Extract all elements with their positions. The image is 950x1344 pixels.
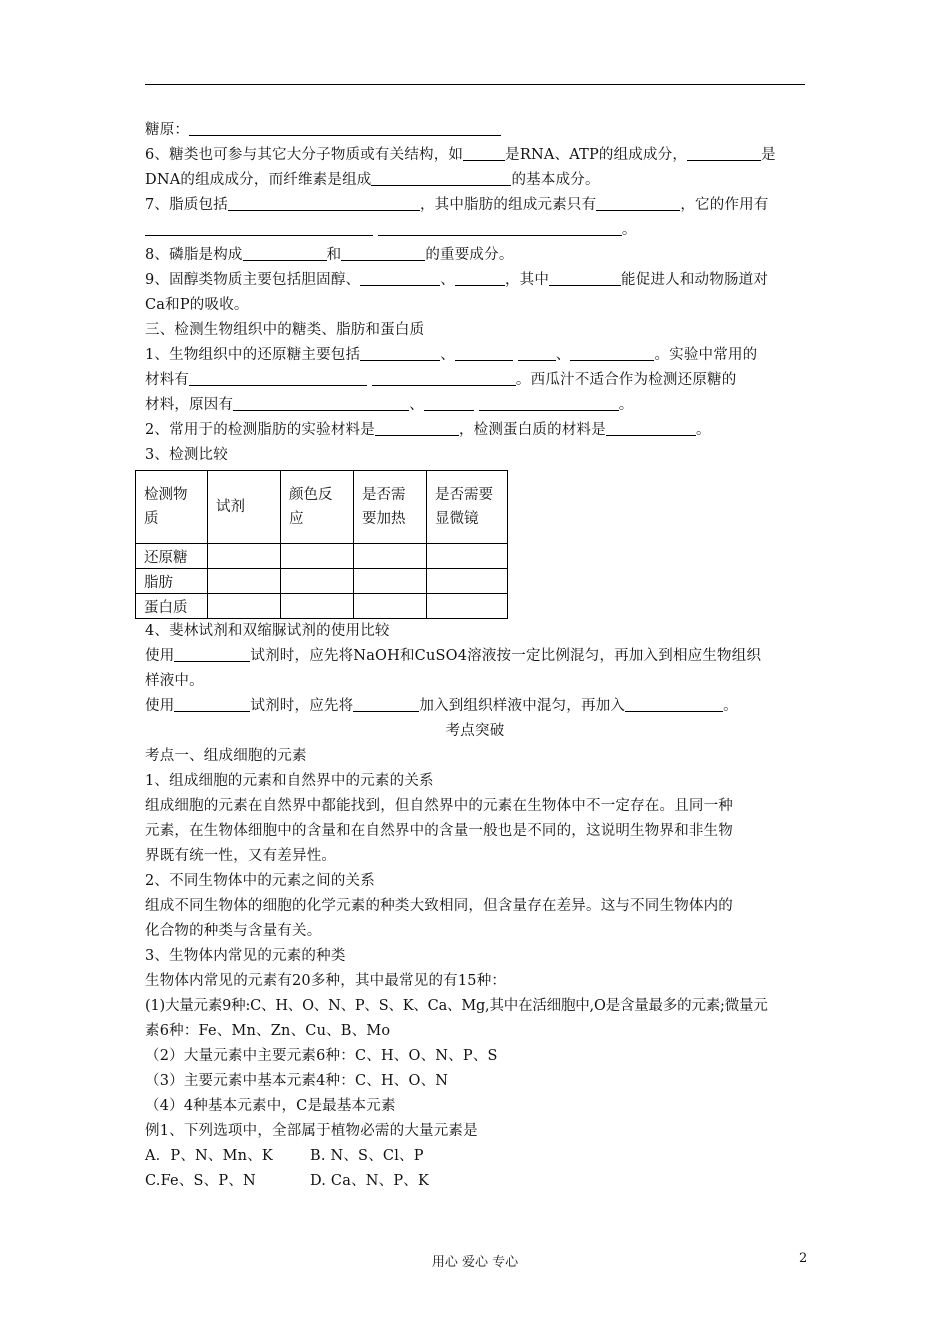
line-biuret: 使用 试剂时，应先将 加入到组织样液中混匀，再加入 。 (145, 698, 738, 714)
line-3-4: 4、斐林试剂和双缩脲试剂的使用比较 (145, 623, 390, 639)
page-footer: 用心 爱心 专心 (431, 1255, 519, 1270)
text-line: 2、不同生物体中的元素之间的关系 (145, 873, 375, 889)
comparison-table (135, 470, 508, 619)
answer-blank[interactable] (372, 371, 516, 386)
option-b[interactable]: B. N、S、Cl、P (310, 1148, 424, 1164)
table-row (136, 569, 508, 594)
answer-blank[interactable] (479, 396, 619, 411)
answer-blank[interactable] (518, 346, 556, 361)
answer-blank[interactable] (233, 396, 409, 411)
answer-blank[interactable] (174, 647, 250, 662)
line-3-1c: 材料，原因有 、 。 (145, 397, 634, 413)
text-line: （3）主要元素中基本元素4种：C、H、O、N (145, 1073, 449, 1089)
text-line: 3、生物体内常见的元素的种类 (145, 948, 346, 964)
line-7: 7、脂质包括 ，其中脂肪的组成元素只有 ，它的作用有 (145, 197, 769, 213)
line-6: 6、糖类也可参与其它大分子物质或有关结构，如 是RNA、ATP的组成成分， 是 (145, 147, 776, 163)
text-line: 组成细胞的元素在自然界中都能找到，但自然界中的元素在生物体中不一定存在。且同一种 (145, 798, 733, 814)
text-line: （2）大量元素中主要元素6种：C、H、O、N、P、S (145, 1048, 498, 1064)
answer-blank[interactable] (174, 697, 250, 712)
text-line: 1、组成细胞的元素和自然界中的元素的关系 (145, 773, 434, 789)
table-cell[interactable] (208, 594, 281, 619)
option-c[interactable]: C.Fe、S、P、N (145, 1173, 256, 1189)
answer-blank[interactable] (606, 421, 696, 436)
table-row-label: 蛋白质 (136, 594, 208, 619)
text-line: 元素，在生物体细胞中的含量和在自然界中的含量一般也是不同的，这说明生物界和非生物 (145, 823, 733, 839)
section-3-heading: 三、检测生物组织中的糖类、脂肪和蛋白质 (145, 322, 425, 338)
answer-blank[interactable] (189, 371, 367, 386)
table-header-row (136, 471, 508, 544)
answer-blank[interactable] (189, 121, 501, 136)
answer-blank[interactable] (228, 196, 420, 211)
text-line: 组成不同生物体的细胞的化学元素的种类大致相同，但含量存在差异。这与不同生物体内的 (145, 898, 733, 914)
line-6b: DNA的组成成分，而纤维素是组成 的基本成分。 (145, 172, 600, 188)
answer-blank[interactable] (145, 221, 373, 236)
answer-blank[interactable] (455, 271, 505, 286)
table-cell[interactable] (208, 569, 281, 594)
text-line: 考点一、组成细胞的元素 (145, 748, 307, 764)
line-7b: 。 (145, 218, 805, 243)
table-cell[interactable] (208, 544, 281, 569)
line-3-1b: 材料有 。西瓜汁不适合作为检测还原糖的 (145, 372, 737, 388)
line-fehling-b: 样液中。 (145, 673, 204, 689)
answer-blank[interactable] (353, 697, 419, 712)
option-d[interactable]: D. Ca、N、P、K (310, 1173, 430, 1189)
table-cell[interactable] (427, 544, 508, 569)
table-row-label: 脂肪 (136, 569, 208, 594)
table-row (136, 594, 508, 619)
answer-blank[interactable] (341, 246, 425, 261)
line-glycogen: 糖原： (145, 118, 805, 143)
table-cell[interactable] (354, 569, 427, 594)
answer-blank[interactable] (375, 421, 459, 436)
line-9b: Ca和P的吸收。 (145, 297, 249, 313)
answer-blank[interactable] (243, 246, 327, 261)
option-a[interactable]: A．P、N、Mn、K (145, 1148, 273, 1164)
answer-blank[interactable] (424, 396, 474, 411)
table-header-cell: 颜色反应 (281, 471, 354, 544)
table-cell[interactable] (281, 569, 354, 594)
line-3-3: 3、检测比较 (145, 447, 228, 463)
page-number: 2 (799, 1251, 808, 1266)
answer-blank[interactable] (625, 697, 723, 712)
text-line: 素6种：Fe、Mn、Zn、Cu、B、Mo (145, 1023, 391, 1039)
answer-blank[interactable] (570, 346, 654, 361)
answer-blank[interactable] (360, 346, 440, 361)
table-row (136, 544, 508, 569)
table-cell[interactable] (427, 569, 508, 594)
table-header-cell: 是否需要加热 (354, 471, 427, 544)
answer-blank[interactable] (455, 346, 513, 361)
table-header-cell: 试剂 (208, 471, 281, 544)
table-cell[interactable] (427, 594, 508, 619)
option-row (145, 1169, 805, 1194)
line-3-1: 1、生物组织中的还原糖主要包括 、 、 。实验中常用的 (145, 347, 758, 363)
section-title: 考点突破 (445, 723, 505, 739)
table-cell[interactable] (281, 594, 354, 619)
answer-blank[interactable] (371, 171, 511, 186)
option-row (145, 1144, 805, 1169)
line-3-2: 2、常用于的检测脂肪的实验材料是 ，检测蛋白质的材料是 。 (145, 422, 711, 438)
header-rule (145, 84, 805, 85)
answer-blank[interactable] (360, 271, 440, 286)
answer-blank[interactable] (463, 146, 505, 161)
table-header-cell: 是否需要显微镜 (427, 471, 508, 544)
text-line: 生物体内常见的元素有20多种，其中最常见的有15种： (145, 973, 507, 989)
table-row-label: 还原糖 (136, 544, 208, 569)
line-9: 9、固醇类物质主要包括胆固醇、 、 ，其中 能促进人和动物肠道对 (145, 272, 769, 288)
text-line: 化合物的种类与含量有关。 (145, 923, 322, 939)
text-line: （4）4种基本元素中，C是最基本元素 (145, 1098, 396, 1114)
answer-blank[interactable] (596, 196, 680, 211)
table-cell[interactable] (281, 544, 354, 569)
page-content (145, 118, 805, 1194)
line-fehling: 使用 试剂时，应先将NaOH和CuSO4溶液按一定比例混匀，再加入到相应生物组织 (145, 648, 762, 664)
answer-blank[interactable] (378, 221, 622, 236)
text-line: 界既有统一性，又有差异性。 (145, 848, 337, 864)
text-line: 例1、下列选项中，全部属于植物必需的大量元素是 (145, 1123, 478, 1139)
table-header-cell: 检测物质 (136, 471, 208, 544)
answer-blank[interactable] (549, 271, 621, 286)
table-cell[interactable] (354, 594, 427, 619)
table-cell[interactable] (354, 544, 427, 569)
line-8: 8、磷脂是构成 和 的重要成分。 (145, 247, 514, 263)
text-line: (1)大量元素9种:C、H、O、N、P、S、K、Ca、Mg,其中在活细胞中,O是含量最多的元素;微量元 (145, 998, 768, 1014)
answer-blank[interactable] (687, 146, 761, 161)
